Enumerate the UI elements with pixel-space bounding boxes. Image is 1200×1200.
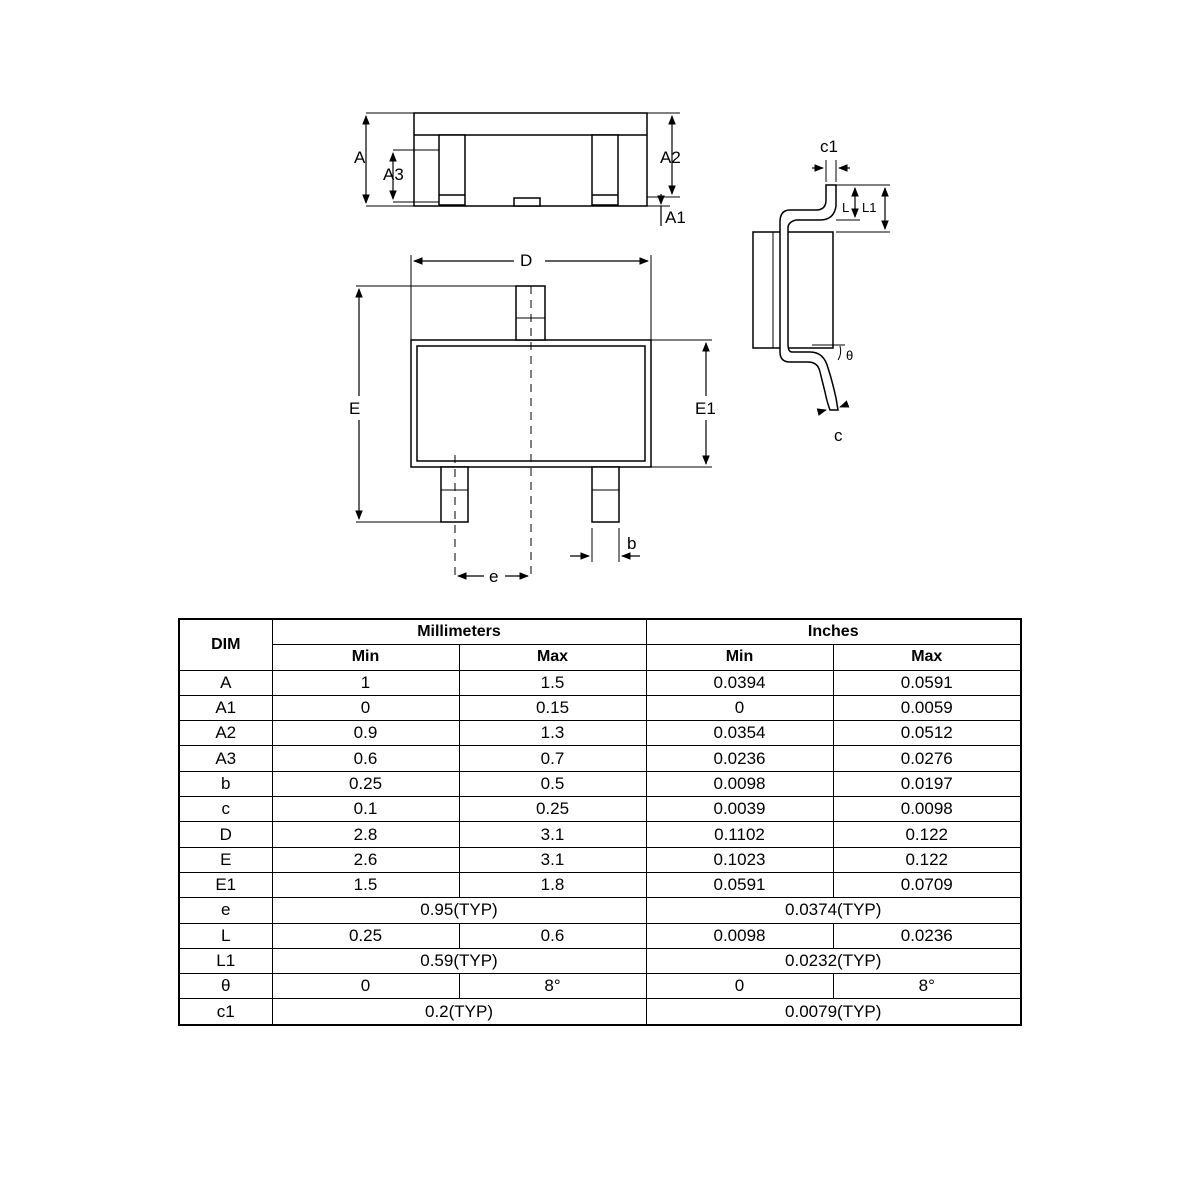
cell-in-max: 0.0197 [833,771,1021,796]
cell-in-max: 0.122 [833,847,1021,872]
cell-in-max: 0.0276 [833,746,1021,771]
table-row [179,695,1021,720]
table-header-row [179,619,1021,645]
table-row [179,872,1021,897]
table-row [179,670,1021,695]
table-row [179,948,1021,973]
cell-in-min: 0.0039 [646,797,833,822]
cell-mm-max: 8° [459,974,646,999]
cell-dim: D [179,822,272,847]
label-A: A [354,148,366,167]
cell-in-max: 0.0512 [833,721,1021,746]
dim-c-line [818,410,826,412]
label-theta: θ [846,348,854,363]
cell-in-max: 0.0709 [833,872,1021,897]
cell-mm-max: 1.3 [459,721,646,746]
cell-dim: E [179,847,272,872]
cell-mm-min: 0.25 [272,771,459,796]
cell-mm-max: 0.7 [459,746,646,771]
cell-mm-max: 0.25 [459,797,646,822]
table-row [179,974,1021,999]
cell-dim: θ [179,974,272,999]
label-L1: L1 [862,200,877,215]
cell-mm-min: 0.9 [272,721,459,746]
cell-in-min: 0.1102 [646,822,833,847]
label-A3: A3 [383,165,404,184]
cell-in-max: 0.0236 [833,923,1021,948]
cell-mm-min: 1 [272,670,459,695]
table-subheader-row [179,645,1021,670]
cell-in-min: 0.0354 [646,721,833,746]
cell-in-min: 0.0098 [646,771,833,796]
top-view [356,255,712,580]
label-c1: c1 [820,137,838,156]
table-row [179,771,1021,796]
cell-in-typ: 0.0079(TYP) [646,999,1021,1025]
table-row [179,822,1021,847]
cell-in-typ: 0.0374(TYP) [646,898,1021,923]
header-inches: Inches [646,619,1021,645]
cell-in-min: 0.0591 [646,872,833,897]
label-D: D [520,251,533,270]
cell-dim: L [179,923,272,948]
table-row [179,746,1021,771]
cell-mm-min: 0.6 [272,746,459,771]
cell-dim: A1 [179,695,272,720]
table-row [179,999,1021,1025]
cell-mm-typ: 0.95(TYP) [272,898,646,923]
label-E: E [349,399,361,418]
cell-in-min: 0.1023 [646,847,833,872]
cell-dim: A3 [179,746,272,771]
cell-in-min: 0 [646,695,833,720]
header-millimeters: Millimeters [272,619,646,645]
cell-mm-max: 3.1 [459,847,646,872]
cell-dim: c [179,797,272,822]
cell-in-max: 0.0591 [833,670,1021,695]
cell-in-typ: 0.0232(TYP) [646,948,1021,973]
cell-in-min: 0.0394 [646,670,833,695]
end-view-body [753,232,833,348]
end-view [753,160,890,412]
table-row [179,898,1021,923]
label-e: e [489,567,499,586]
cell-dim: L1 [179,948,272,973]
header-mm-max: Max [459,645,646,670]
cell-mm-typ: 0.59(TYP) [272,948,646,973]
label-A1: A1 [665,208,686,227]
cell-mm-max: 0.6 [459,923,646,948]
cell-mm-max: 0.15 [459,695,646,720]
dimension-table [178,618,1022,1026]
cell-mm-min: 0.1 [272,797,459,822]
top-view-lead-bottom-right [592,467,619,522]
cell-mm-max: 0.5 [459,771,646,796]
table-row [179,721,1021,746]
dim-theta-arc [838,346,841,360]
label-A2: A2 [660,148,681,167]
cell-mm-max: 1.8 [459,872,646,897]
cell-dim: c1 [179,999,272,1025]
header-dim: DIM [179,619,272,670]
cell-mm-min: 1.5 [272,872,459,897]
cell-dim: A2 [179,721,272,746]
table-row [179,797,1021,822]
table-row [179,923,1021,948]
cell-dim: e [179,898,272,923]
table-body [179,670,1021,1025]
header-in-min: Min [646,645,833,670]
cell-in-min: 0.0236 [646,746,833,771]
cell-mm-min: 2.6 [272,847,459,872]
cell-in-max: 8° [833,974,1021,999]
cell-mm-min: 0 [272,695,459,720]
cell-in-min: 0.0098 [646,923,833,948]
cell-dim: E1 [179,872,272,897]
cell-dim: b [179,771,272,796]
label-c: c [834,426,843,445]
cell-in-max: 0.0059 [833,695,1021,720]
side-view [366,113,680,226]
label-E1: E1 [695,399,716,418]
cell-dim: A [179,670,272,695]
header-in-max: Max [833,645,1021,670]
cell-in-min: 0 [646,974,833,999]
cell-mm-typ: 0.2(TYP) [272,999,646,1025]
cell-in-max: 0.122 [833,822,1021,847]
cell-mm-max: 1.5 [459,670,646,695]
header-mm-min: Min [272,645,459,670]
cell-mm-min: 0.25 [272,923,459,948]
label-L: L [842,200,850,215]
label-b: b [627,534,637,553]
cell-in-max: 0.0098 [833,797,1021,822]
cell-mm-max: 3.1 [459,822,646,847]
cell-mm-min: 0 [272,974,459,999]
table-row [179,847,1021,872]
cell-mm-min: 2.8 [272,822,459,847]
